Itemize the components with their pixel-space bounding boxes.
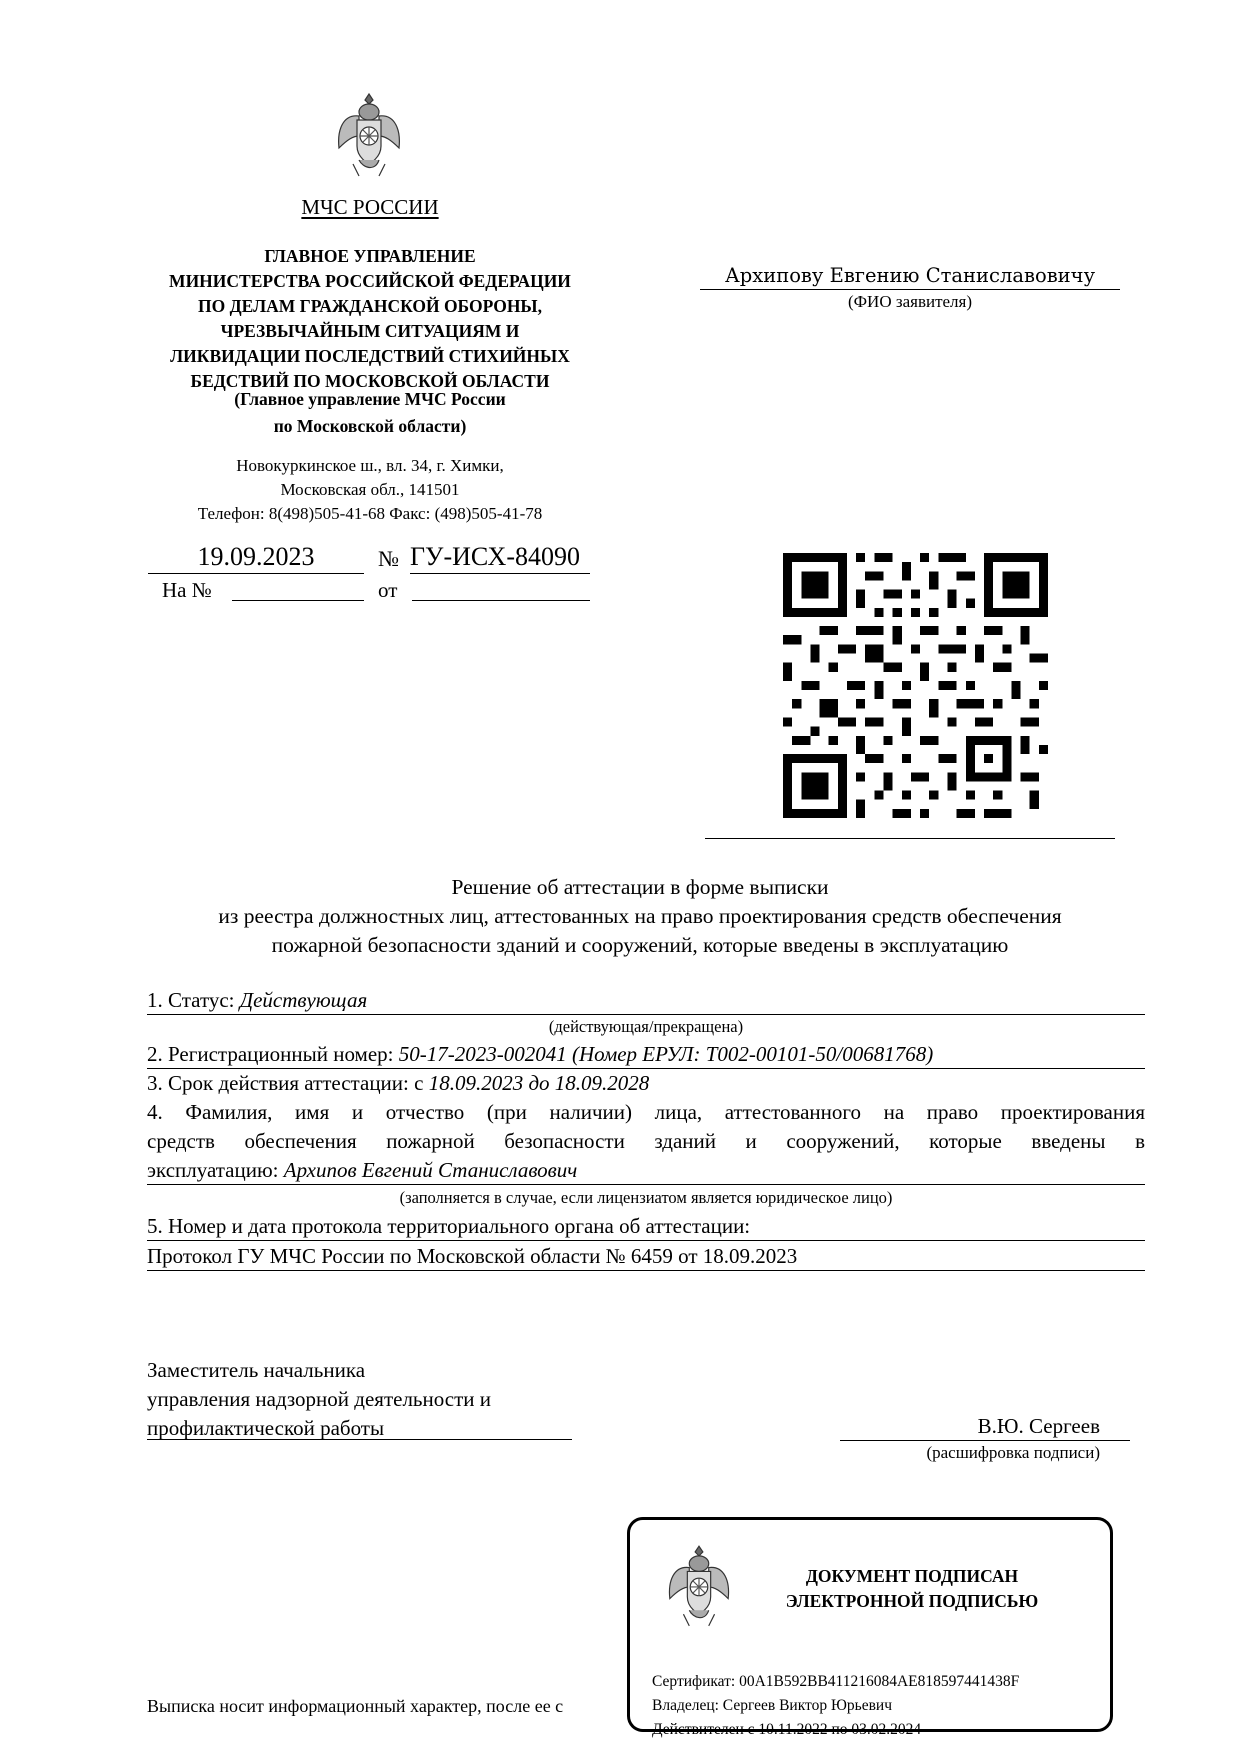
item-protocol-value: Протокол ГУ МЧС России по Московской области № 6459 от 18.09.2023 — [147, 1242, 1145, 1271]
item-status-hint: (действующая/прекращена) — [548, 1017, 744, 1036]
signer-name: В.Ю. Сергеев — [840, 1412, 1130, 1441]
org-address — [150, 454, 590, 526]
signer-position-line: Заместитель начальника — [147, 1358, 366, 1382]
qr-code-icon — [783, 553, 1048, 818]
title-line: пожарной безопасности зданий и сооружений, которые введены в эксплуатацию — [271, 933, 1009, 957]
stamp-owner: Владелец: Сергеев Виктор Юрьевич — [652, 1697, 893, 1714]
signer-position-line: профилактической работы — [147, 1416, 385, 1440]
org-abbreviation — [130, 386, 610, 440]
item-fio-line2: средств обеспечения пожарной безопасности зданий и сооружений, которые введены в — [147, 1129, 1145, 1153]
item-reg-number-value: 50-17-2023-002041 (Номер ЕРУЛ: T002-00101-50/00681768) — [398, 1042, 934, 1066]
item-fio — [147, 1156, 1145, 1185]
stamp-validity: Действителен с 10.11.2022 по 03.02.2024 — [652, 1721, 922, 1738]
item-status — [147, 986, 1145, 1015]
org-abbrev-line: по Московской области) — [273, 416, 467, 436]
stamp-heading — [742, 1564, 1082, 1614]
stamp-heading-line: ДОКУМЕНТ ПОДПИСАН — [805, 1566, 1019, 1586]
item-reg-number — [147, 1040, 1145, 1069]
org-line: ПО ДЕЛАМ ГРАЖДАНСКОЙ ОБОРОНЫ, — [197, 296, 542, 316]
registration-date: 19.09.2023 — [148, 541, 364, 574]
number-sign: № — [378, 546, 399, 571]
signer-position-line: управления надзорной деятельности и — [147, 1387, 491, 1411]
document-title — [140, 873, 1140, 960]
org-line: МИНИСТЕРСТВА РОССИЙСКОЙ ФЕДЕРАЦИИ — [169, 271, 571, 291]
item-fio-hint: (заполняется в случае, если лицензиатом является юридическое лицо) — [399, 1188, 893, 1207]
item-reg-number-label: 2. Регистрационный номер: — [147, 1042, 399, 1066]
stamp-certificate: Сертификат: 00A1B592BB411216084AE818597441438F — [652, 1673, 1020, 1690]
org-full-name — [130, 244, 610, 394]
item-fio-line1: 4. Фамилия, имя и отчество (при наличии) лица, аттестованного на право проектирования — [147, 1100, 1145, 1124]
title-line: из реестра должностных лиц, аттестованных на право проектирования средств обеспечения — [218, 904, 1062, 928]
item-validity — [147, 1069, 1145, 1097]
org-short-name: МЧС РОССИИ — [301, 195, 439, 219]
reference-from-label: от — [378, 578, 398, 602]
mchs-emblem-icon — [664, 1540, 734, 1632]
recipient-hint: (ФИО заявителя) — [847, 292, 973, 311]
mchs-emblem-icon — [333, 90, 405, 180]
recipient-name: Архипову Евгению Станиславовичу — [700, 264, 1120, 290]
reference-label: На № — [162, 578, 212, 602]
reference-number-line — [232, 600, 364, 601]
address-line: Московская обл., 141501 — [280, 480, 460, 499]
title-line: Решение об аттестации в форме выписки — [451, 875, 829, 899]
address-line: Телефон: 8(498)505-41-68 Факс: (498)505-41-78 — [197, 504, 543, 523]
qr-underline — [705, 838, 1115, 839]
item-status-value: Действующая — [239, 988, 368, 1012]
item-fio-value: Архипов Евгений Станиславович — [283, 1158, 578, 1182]
org-abbrev-line: (Главное управление МЧС России — [234, 389, 506, 409]
org-line: БЕДСТВИЙ ПО МОСКОВСКОЙ ОБЛАСТИ — [190, 371, 550, 391]
signer-position-underline — [147, 1439, 572, 1440]
item-validity-value: 18.09.2023 до 18.09.2028 — [428, 1071, 650, 1095]
address-line: Новокуркинское ш., вл. 34, г. Химки, — [236, 456, 504, 475]
org-line: ЧРЕЗВЫЧАЙНЫМ СИТУАЦИЯМ И — [220, 321, 520, 341]
item-validity-label: 3. Срок действия аттестации: с — [147, 1071, 429, 1095]
registration-number: ГУ-ИСХ-84090 — [410, 541, 590, 574]
item-fio-label: эксплуатацию: — [147, 1158, 284, 1182]
stamp-info — [652, 1670, 1102, 1742]
footnote: Выписка носит информационный характер, после ее с — [147, 1696, 564, 1716]
signer-position — [147, 1356, 572, 1443]
item-protocol-label: 5. Номер и дата протокола территориального органа об аттестации: — [147, 1212, 1145, 1241]
e-signature-stamp — [627, 1517, 1113, 1738]
org-line: ГЛАВНОЕ УПРАВЛЕНИЕ — [264, 246, 476, 266]
signer-name-hint: (расшифровка подписи) — [926, 1443, 1100, 1462]
stamp-heading-line: ЭЛЕКТРОННОЙ ПОДПИСЬЮ — [785, 1591, 1039, 1611]
org-line: ЛИКВИДАЦИИ ПОСЛЕДСТВИЙ СТИХИЙНЫХ — [170, 346, 570, 366]
reference-date-line — [412, 600, 590, 601]
item-status-label: 1. Статус: — [147, 988, 240, 1012]
